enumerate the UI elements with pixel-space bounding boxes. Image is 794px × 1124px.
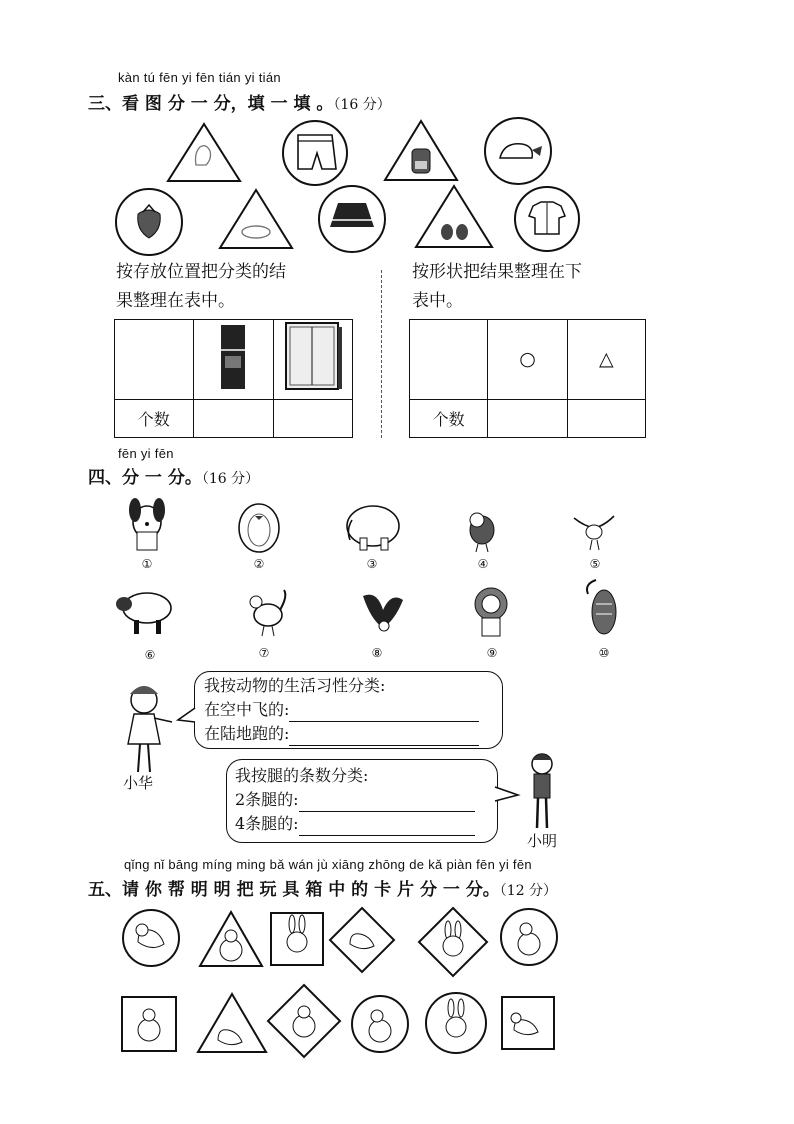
section5-score: （12 分） [499,883,558,899]
shape-count-label: 个数 [410,399,488,437]
animal-number-5: ⑤ [589,557,601,571]
lion-icon [475,588,507,636]
fly-answer-blank[interactable] [289,705,479,722]
right-instruction-line1: 按形状把结果整理在下 [412,262,582,282]
section3-item-pictures [0,0,794,260]
four-legs-answer-blank[interactable] [299,819,475,836]
animal-number-9: ⑨ [486,646,498,660]
dog-icon [129,498,165,550]
triangle-glove-card [168,124,240,181]
section4-pinyin: fēn yi fēn [118,446,174,461]
location-count-label: 个数 [115,399,194,437]
section5-heading [88,875,557,900]
card-circle-chick-3 [352,996,408,1052]
card-triangle-chick-1 [200,912,262,966]
card-diamond-duck-1 [330,908,394,972]
animal-number-7: ⑦ [258,646,270,660]
left-instruction-line2: 果整理在表中。 [116,291,235,311]
bubble2-title: 我按腿的条数分类: [235,766,369,785]
location-table-corner [115,320,194,400]
bubble2-four-legs-row [235,812,475,836]
xiaohua-figure [120,678,180,778]
card-square-chick-2 [122,997,176,1051]
xiaoming-figure [522,752,562,832]
xiaohua-speech-bubble [194,671,503,749]
circle-strawberry-card [116,189,182,255]
card-diamond-chick-2 [268,985,340,1057]
xiaoming-speech-bubble [226,759,498,843]
right-instruction-line2: 表中。 [412,291,463,311]
section5-pinyin: qǐng nǐ bāng míng ming bǎ wán jù xiāng zhōng de kǎ piàn fēn yi fēn [124,857,532,872]
circle-cap-card [485,118,551,184]
animal-number-1: ① [141,557,153,571]
bubble1-tail [176,706,196,726]
xiaoming-label: 小明 [527,832,558,850]
elephant-icon [347,506,399,550]
triangle-count-cell[interactable] [567,399,645,437]
bubble1-run-row [204,722,479,746]
shape-sort-table [409,319,646,438]
animal-number-8: ⑧ [371,646,383,660]
two-legs-answer-blank[interactable] [299,795,475,812]
section3-title: 三、看 图 分 一 分，填 一 填 。 [88,94,334,114]
section3-pinyin: kàn tú fēn yi fēn tián yi tián [118,70,281,85]
wardrobe-header-cell [274,320,353,400]
eagle-icon [363,595,403,631]
section3-right-instruction [412,258,652,316]
fridge-header-cell [193,320,274,400]
bubble1-fly-row [204,698,479,722]
penguin-icon [239,504,279,552]
animal-number-4: ④ [477,557,489,571]
fridge-count-cell[interactable] [193,399,274,437]
left-instruction-line1: 按存放位置把分类的结 [116,262,286,282]
section5-toy-cards [0,900,794,1070]
animal-number-3: ③ [366,557,378,571]
circle-shorts-card [283,121,347,185]
wardrobe-count-cell[interactable] [274,399,353,437]
refrigerator-icon [220,324,246,390]
circle-skirt-card [319,186,385,252]
bubble2-two-legs-row [235,788,475,812]
wardrobe-icon [284,321,342,393]
seagull-icon [574,516,614,550]
card-diamond-rabbit-1 [419,908,487,976]
card-circle-chick-1 [501,909,557,965]
card-square-duck-2 [502,997,554,1049]
bubble1-fly-label: 在空中飞的: [204,700,290,719]
circle-header-cell: ○ [488,320,567,400]
triangle-backpack-card [385,121,457,180]
animal-number-6: ⑥ [144,648,156,662]
shape-table-corner [410,320,488,400]
bubble2-two-legs-label: 2条腿的: [235,790,299,809]
bubble2-four-legs-label: 4条腿的: [235,814,299,833]
bubble1-title: 我按动物的生活习性分类: [204,676,386,695]
tiger-icon [587,580,616,634]
section4-title: 四、分 一 分。 [88,468,202,488]
card-circle-rabbit-2 [426,993,486,1053]
location-sort-table [114,319,353,438]
circle-shirt-card [515,187,579,251]
section3-score: （16 分） [333,97,391,113]
animal-number-10: ⑩ [598,646,610,660]
rooster-icon [250,590,285,636]
card-circle-duck-1 [123,910,179,966]
bubble2-tail [494,785,520,805]
section3-left-instruction [116,258,356,316]
card-square-rabbit-1 [271,913,323,965]
xiaohua-label: 小华 [123,774,154,792]
section3-divider [381,270,382,438]
sheep-icon [116,593,171,634]
section4-score: （16 分） [201,471,260,487]
bubble1-run-label: 在陆地跑的: [204,724,290,743]
triangle-header-cell: △ [567,320,645,400]
card-triangle-duck-2 [198,994,266,1052]
run-answer-blank[interactable] [289,729,479,746]
triangle-sausage-card [220,190,292,248]
section5-title: 五、请 你 帮 明 明 把 玩 具 箱 中 的 卡 片 分 一 分。 [88,880,500,900]
parrot-icon [470,513,494,552]
triangle-mittens-card [416,186,492,247]
animal-number-2: ② [253,557,265,571]
section4-animal-pictures [0,480,794,660]
circle-count-cell[interactable] [488,399,567,437]
